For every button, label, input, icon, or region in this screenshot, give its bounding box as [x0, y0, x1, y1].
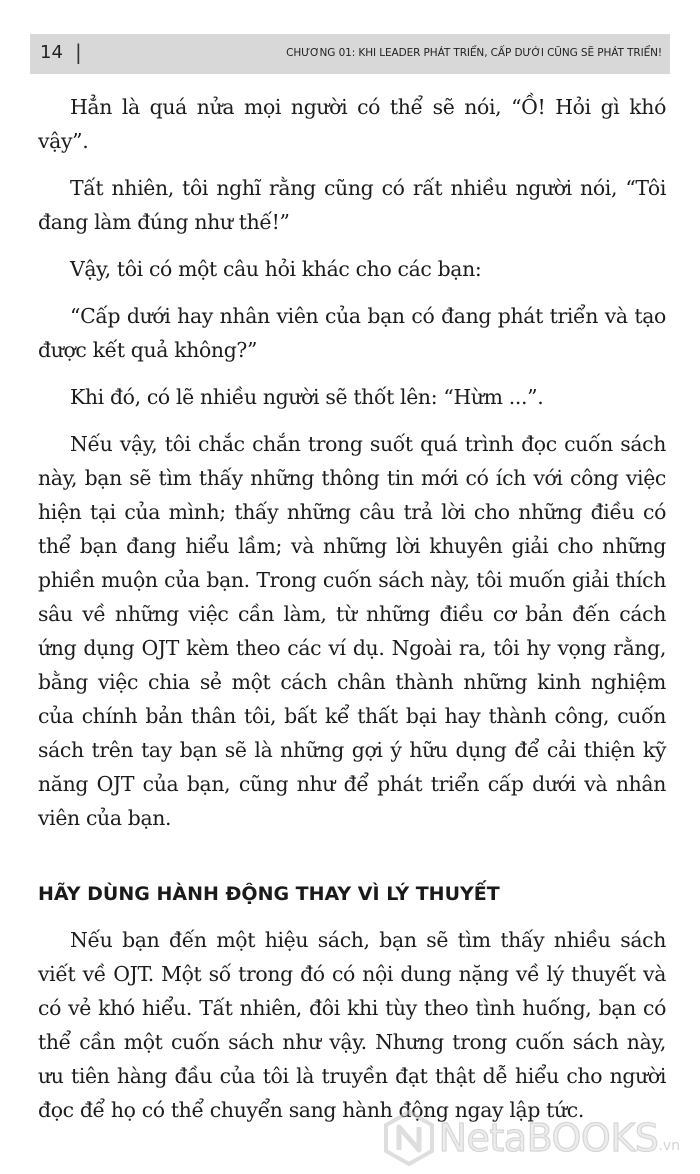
running-header — [30, 34, 670, 74]
page-number-separator: | — [75, 40, 82, 64]
paragraph: “Cấp dưới hay nhân viên của bạn có đang phát triển và tạo được kết quả không?” — [38, 304, 666, 362]
paragraph: Nếu vậy, tôi chắc chắn trong suốt quá trình đọc cuốn sách này, bạn sẽ tìm thấy những thông tin mới có ích với công việc hiện tại của mình; thấy những câu trả lời cho những điều có thể bạn đang hiểu lầm; và những lời khuyên giải cho những phiền muộn của bạn. Trong cuốn sách này, tôi muốn giải thích sâu về những việc cần làm, từ những điều cơ bản đến cách ứng dụng OJT kèm theo các ví dụ. Ngoài ra, tôi hy vọng rằng, bằng việc chia sẻ một cách chân thành những kinh nghiệm của chính bản thân tôi, bất kể thất bại hay thành công, cuốn sách trên tay bạn sẽ là những gợi ý hữu dụng để cải thiện kỹ năng OJT của bạn, cũng như để phát triển cấp dưới và nhân viên của bạn. — [38, 432, 666, 830]
watermark-brand: NetaBOOKS — [438, 1116, 659, 1160]
section-heading: HÃY DÙNG HÀNH ĐỘNG THAY VÌ LÝ THUYẾT — [38, 883, 500, 905]
netabooks-logo-icon — [383, 1110, 435, 1166]
watermark-suffix: .vn — [658, 1138, 680, 1154]
page-body — [38, 90, 666, 1127]
chapter-title: CHƯƠNG 01: KHI LEADER PHÁT TRIỂN, CẤP DƯỚI CŨNG SẼ PHÁT TRIỂN! — [286, 47, 662, 59]
paragraph: Khi đó, có lẽ nhiều người sẽ thốt lên: “Hừm ...”. — [70, 385, 544, 409]
page-number: 14 — [40, 42, 63, 63]
paragraph: Tất nhiên, tôi nghĩ rằng cũng có rất nhiều người nói, “Tôi đang làm đúng như thế!” — [38, 176, 666, 234]
paragraph: Hẳn là quá nửa mọi người có thể sẽ nói, “Ồ! Hỏi gì khó vậy”. — [38, 95, 666, 153]
paragraph: Nếu bạn đến một hiệu sách, bạn sẽ tìm thấy nhiều sách viết về OJT. Một số trong đó có nội dung nặng về lý thuyết và có vẻ khó hiểu. Tất nhiên, đôi khi tùy theo tình huống, bạn có thể cần một cuốn sách như vậy. Nhưng trong cuốn sách này, ưu tiên hàng đầu của tôi là truyền đạt thật dễ hiểu cho người đọc để họ có thể chuyển sang hành động ngay lập tức. — [38, 928, 666, 1122]
paragraph: Vậy, tôi có một câu hỏi khác cho các bạn: — [70, 257, 482, 281]
watermark — [383, 1108, 680, 1168]
